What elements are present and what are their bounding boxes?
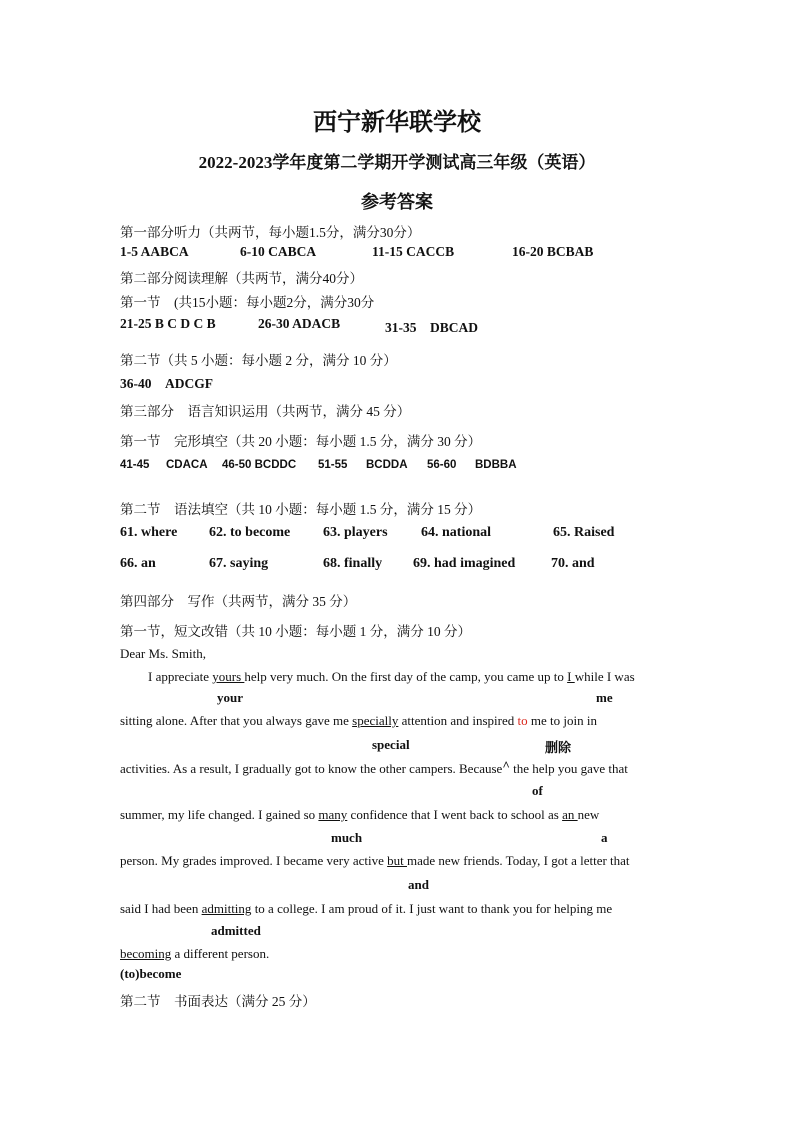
letter-line-6: said I had been admitting to a college. I am proud of it. I just want to thank you for helping me (120, 901, 613, 916)
part2-sec2-answers: 36-40 ADCGF (120, 376, 213, 391)
letter-line-2: sitting alone. After that you always gave me specially attention and inspired to me to join in (120, 713, 597, 728)
cloze-answer-4: BDBBA (475, 459, 517, 471)
letter-line-1: I appreciate yours help very much. On the first day of the camp, you came up to I while I was (148, 669, 635, 684)
part2-sec1-answer-3: 31-35 DBCAD (385, 320, 478, 335)
part2-sec1-answer-2: 26-30 ADACB (258, 316, 341, 331)
part1-answer-2: 6-10 CABCA (240, 244, 317, 259)
grammar-answer-67: 67. saying (209, 556, 269, 571)
grammar-answer-68: 68. finally (323, 556, 383, 571)
correction-admitted: admitted (211, 923, 261, 938)
part3-sec1-heading: 第一节 完形填空（共 20 小题：每小题 1.5 分，满分 30 分） (120, 434, 482, 449)
correction-to-become: (to)become (120, 966, 182, 981)
grammar-answer-63: 63. players (323, 525, 388, 540)
correction-special: special (372, 737, 410, 752)
part1-answer-1: 1-5 AABCA (120, 244, 189, 259)
part4-sec1-heading: 第一节，短文改错（共 10 小题：每小题 1 分，满分 10 分） (120, 624, 471, 639)
part2-heading: 第二部分阅读理解（共两节，满分40分） (120, 271, 363, 286)
cloze-range-3: 51-55 (318, 459, 348, 471)
part2-sec1-answer-1: 21-25 B C D C B (120, 316, 216, 331)
grammar-answer-69: 69. had imagined (413, 556, 516, 571)
correction-delete: 删除 (545, 740, 572, 755)
correction-much: much (331, 830, 363, 845)
cloze-answer-1: CDACA (166, 459, 208, 471)
grammar-answer-66: 66. an (120, 556, 156, 571)
part2-sec1-heading: 第一节 (共15小题：每小题2分，满分30分 (120, 295, 375, 310)
part1-answer-3: 11-15 CACCB (372, 244, 455, 259)
letter-line-7: becoming a different person. (120, 946, 270, 961)
part2-sec2-heading: 第二节（共 5 小题：每小题 2 分，满分 10 分） (120, 353, 397, 368)
part4-heading: 第四部分 写作（共两节，满分 35 分） (120, 594, 357, 609)
school-title: 西宁新华联学校 (313, 110, 481, 136)
part3-heading: 第三部分 语言知识运用（共两节，满分 45 分） (120, 404, 411, 419)
exam-title: 2022-2023学年度第二学期开学测试高三年级（英语） (198, 153, 596, 172)
correction-me: me (596, 690, 613, 705)
grammar-answer-61: 61. where (120, 525, 178, 540)
grammar-answer-64: 64. national (421, 525, 492, 540)
grammar-answer-70: 70. and (551, 556, 595, 571)
cloze-answer-3: BCDDA (366, 459, 408, 471)
grammar-answer-62: 62. to become (209, 525, 291, 540)
correction-of: of (532, 783, 543, 798)
part3-sec2-heading: 第二节 语法填空（共 10 小题：每小题 1.5 分，满分 15 分） (120, 502, 482, 517)
cloze-answer-2: 46-50 BCDDC (222, 459, 297, 471)
correction-your: your (217, 690, 243, 705)
correction-a: a (601, 830, 608, 845)
part1-heading: 第一部分听力（共两节，每小题1.5分，满分30分） (120, 225, 421, 240)
part4-sec2-heading: 第二节 书面表达（满分 25 分） (120, 994, 316, 1009)
part1-answer-4: 16-20 BCBAB (512, 244, 594, 259)
cloze-range-4: 56-60 (427, 459, 457, 471)
letter-line-3: activities. As a result, I gradually got to know the other campers. Because^ the help you gave that (120, 758, 628, 776)
correction-and: and (408, 877, 429, 892)
answer-key-subtitle: 参考答案 (361, 192, 433, 212)
letter-line-4: summer, my life changed. I gained so many confidence that I went back to school as an new (120, 807, 600, 822)
letter-greeting: Dear Ms. Smith, (120, 646, 206, 661)
grammar-answer-65: 65. Raised (553, 525, 615, 540)
letter-line-5: person. My grades improved. I became very active but made new friends. Today, I got a letter that (120, 853, 630, 868)
cloze-range-1: 41-45 (120, 459, 150, 471)
